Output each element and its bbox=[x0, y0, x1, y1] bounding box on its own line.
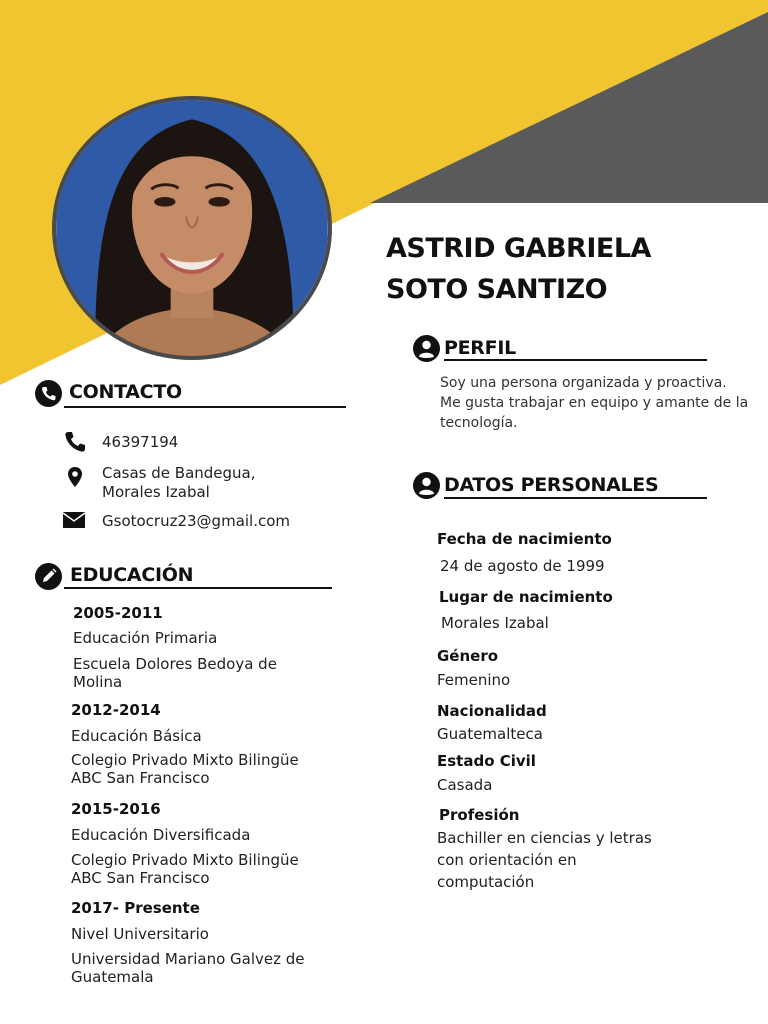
gender-label: Género bbox=[437, 647, 499, 665]
education-school-3-line-1: Colegio Privado Mixto Bilingüe bbox=[71, 851, 299, 869]
education-school-1-line-1: Escuela Dolores Bedoya de bbox=[73, 655, 277, 673]
profile-photo bbox=[52, 96, 332, 360]
education-school-4-line-1: Universidad Mariano Galvez de bbox=[71, 950, 305, 968]
education-level-4: Nivel Universitario bbox=[71, 925, 209, 943]
profile-title: PERFIL bbox=[444, 337, 516, 359]
name-line-2: SOTO SANTIZO bbox=[386, 274, 608, 305]
profession-line-2: con orientación en bbox=[437, 851, 577, 869]
contact-email: Gsotocruz23@gmail.com bbox=[102, 512, 291, 530]
user-circle-icon bbox=[413, 335, 440, 362]
education-title: EDUCACIÓN bbox=[70, 564, 194, 586]
contact-title: CONTACTO bbox=[69, 381, 182, 403]
civil-status-label: Estado Civil bbox=[437, 752, 536, 770]
phone-circle-icon bbox=[35, 380, 62, 407]
phone-icon bbox=[63, 430, 87, 454]
education-school-4-line-2: Guatemala bbox=[71, 968, 154, 986]
education-level-1: Educación Primaria bbox=[73, 629, 218, 647]
education-level-2: Educación Básica bbox=[71, 727, 202, 745]
education-years-3: 2015-2016 bbox=[71, 800, 161, 818]
education-school-2-line-1: Colegio Privado Mixto Bilingüe bbox=[71, 751, 299, 769]
personal-divider bbox=[444, 497, 707, 499]
birth-date-label: Fecha de nacimiento bbox=[437, 530, 612, 548]
education-years-4: 2017- Presente bbox=[71, 899, 200, 917]
education-years-2: 2012-2014 bbox=[71, 701, 161, 719]
email-icon bbox=[62, 508, 86, 532]
contact-address-line-1: Casas de Bandegua, bbox=[102, 464, 256, 482]
education-level-3: Educación Diversificada bbox=[71, 826, 251, 844]
nationality-value: Guatemalteca bbox=[437, 725, 543, 743]
profile-text: Soy una persona organizada y proactiva. Me gusta trabajar en equipo y amante de la tecnología. bbox=[440, 375, 749, 431]
pencil-circle-icon bbox=[35, 563, 62, 590]
contact-address-line-2: Morales Izabal bbox=[102, 483, 210, 501]
education-divider bbox=[64, 587, 332, 589]
education-school-2-line-2: ABC San Francisco bbox=[71, 769, 210, 787]
name-line-1: ASTRID GABRIELA bbox=[386, 233, 651, 264]
user-circle-icon-2 bbox=[413, 472, 440, 499]
profession-line-3: computación bbox=[437, 873, 535, 891]
contact-phone: 46397194 bbox=[102, 433, 179, 451]
portrait-illustration bbox=[56, 100, 328, 356]
contact-divider bbox=[64, 406, 346, 408]
nationality-label: Nacionalidad bbox=[437, 702, 547, 720]
birth-date-value: 24 de agosto de 1999 bbox=[440, 557, 605, 575]
full-name bbox=[386, 228, 651, 310]
location-pin-icon bbox=[63, 465, 87, 489]
profession-label: Profesión bbox=[439, 806, 520, 824]
education-years-1: 2005-2011 bbox=[73, 604, 163, 622]
profile-divider bbox=[444, 359, 707, 361]
personal-title: DATOS PERSONALES bbox=[444, 474, 659, 496]
profession-line-1: Bachiller en ciencias y letras bbox=[437, 829, 652, 847]
gender-value: Femenino bbox=[437, 671, 511, 689]
education-school-1-line-2: Molina bbox=[73, 673, 123, 691]
birth-place-label: Lugar de nacimiento bbox=[439, 588, 613, 606]
birth-place-value: Morales Izabal bbox=[441, 614, 549, 632]
civil-status-value: Casada bbox=[437, 776, 493, 794]
education-school-3-line-2: ABC San Francisco bbox=[71, 869, 210, 887]
